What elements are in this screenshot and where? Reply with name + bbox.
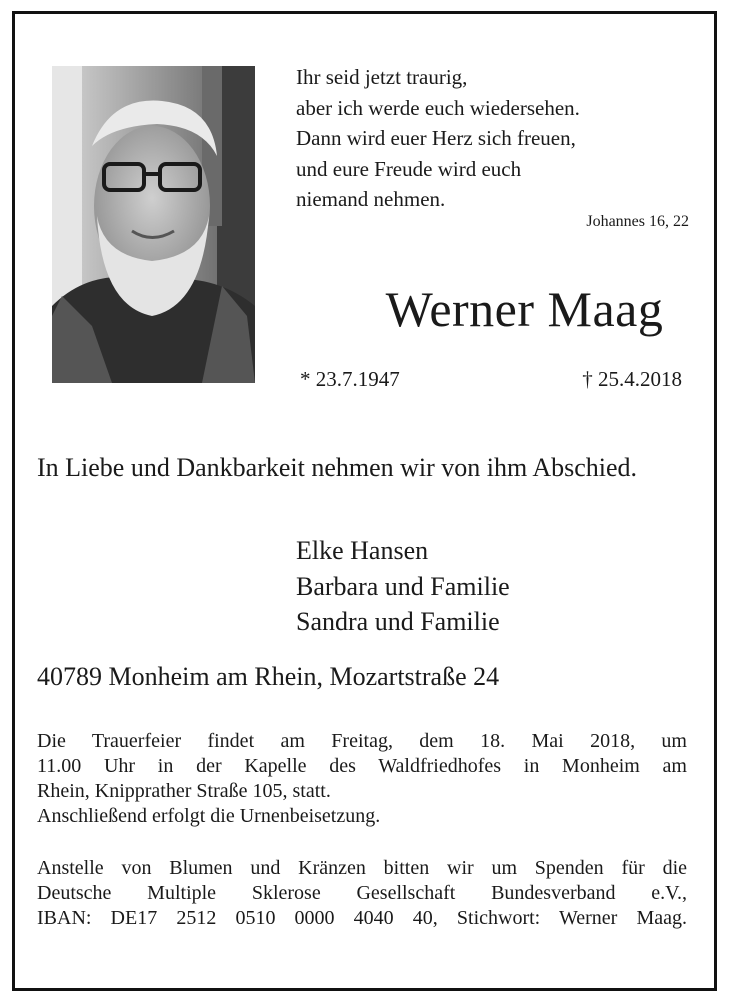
bible-verse [296,62,580,215]
mourners-list [296,533,510,640]
deceased-name: Werner Maag [385,281,664,337]
donation-line: IBAN: DE17 2512 0510 0000 4040 40, Stichwort: Werner Maag. [37,907,687,929]
donation-info [37,856,687,931]
mourner-name: Sandra und Familie [296,607,500,636]
ceremony-line: Die Trauerfeier findet am Freitag, dem 18. Mai 2018, um [37,730,687,752]
mourner-name: Elke Hansen [296,536,429,565]
verse-line: niemand nehmen. [296,187,446,212]
verse-line: Ihr seid jetzt traurig, [296,65,468,89]
donation-line: Deutsche Multiple Sklerose Gesellschaft Bundesverband e.V., [37,882,687,904]
verse-line: Dann wird euer Herz sich freuen, [296,126,576,151]
verse-reference: Johannes 16, 22 [586,213,689,230]
ceremony-line: Anschließend erfolgt die Urnenbeisetzung. [37,805,381,827]
verse-line: und eure Freude wird euch [296,156,522,181]
ceremony-line: Rhein, Knipprather Straße 105, statt. [37,780,331,802]
death-date: † 25.4.2018 [582,367,682,391]
mourner-name: Barbara und Familie [296,571,510,601]
mourner-address: 40789 Monheim am Rhein, Mozartstraße 24 [37,662,500,691]
birth-date: * 23.7.1947 [300,367,400,391]
donation-line: Anstelle von Blumen und Kränzen bitten wir um Spenden für die [37,857,687,879]
ceremony-line: 11.00 Uhr in der Kapelle des Waldfriedhofes in Monheim am [37,755,687,777]
farewell-text: In Liebe und Dankbarkeit nehmen wir von ihm Abschied. [37,453,638,482]
ceremony-info [37,729,687,829]
verse-line: aber ich werde euch wiedersehen. [296,95,580,120]
deceased-name-block [0,280,729,338]
